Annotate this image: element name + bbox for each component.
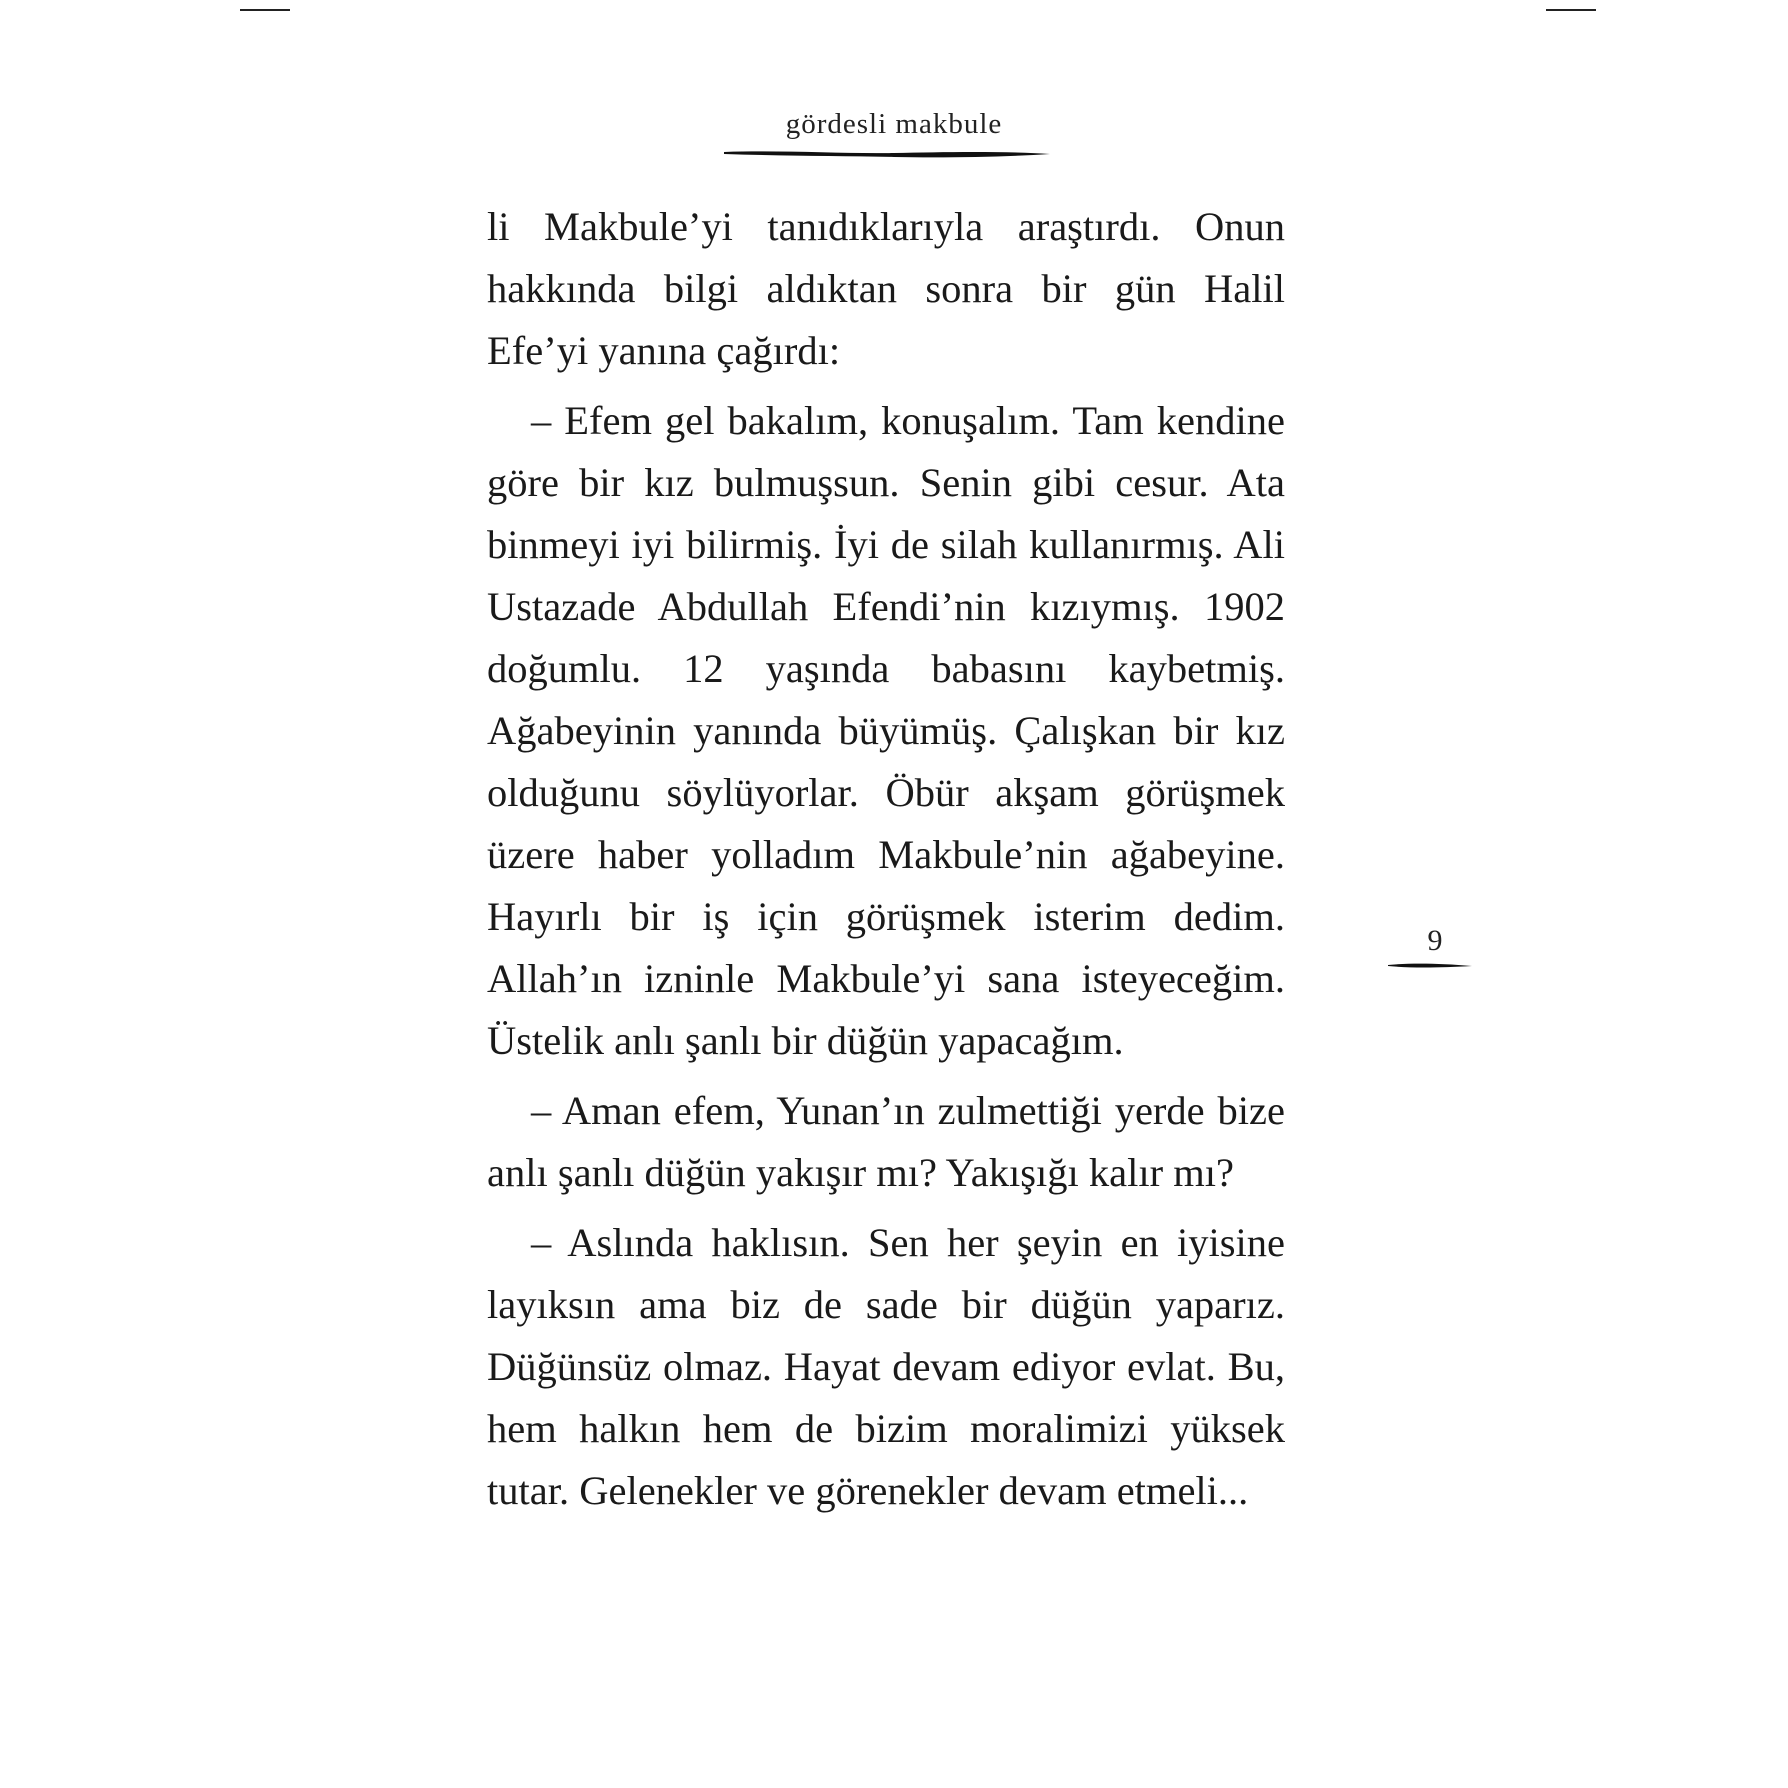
paragraph-4: – Aslında haklısın. Sen her şeyin en iyisine layıksın ama biz de sade bir düğün yaparız. Düğünsüz olmaz. Hayat devam ediyor evlat. Bu, hem halkın hem de bizim moralimizi yüksek tutar. Gelenekler ve görenekler devam etmeli... [487, 1220, 1285, 1513]
running-head: gördesli makbule [785, 108, 1003, 140]
body-text [487, 196, 1285, 1530]
crop-mark-right [1546, 9, 1596, 11]
page-number-brush-rule [1388, 960, 1472, 970]
running-head-brush-rule [724, 148, 1050, 160]
paragraph-3: – Aman efem, Yunan’ın zulmettiği yerde bize anlı şanlı düğün yakışır mı? Yakışığı kalır mı? [487, 1088, 1285, 1195]
paragraph-2: – Efem gel bakalım, konuşalım. Tam kendine göre bir kız bulmuşsun. Senin gibi cesur. Ata binmeyi iyi bilirmiş. İyi de silah kullanırmış. Ali Ustazade Abdullah Efendi’nin kızıymış. 1902 doğumlu. 12 yaşında babasını kaybetmiş. Ağabeyinin yanında büyümüş. Çalışkan bir kız olduğunu söylüyorlar. Öbür akşam görüşmek üzere haber yolladım Makbule’nin ağabeyine. Hayırlı bir iş için görüşmek isterim dedim. Allah’ın izninle Makbule’yi sana isteyeceğim. Üstelik anlı şanlı bir düğün yapacağım. [487, 398, 1285, 1063]
crop-mark-left [240, 9, 290, 11]
paragraph-1: li Makbule’yi tanıdıklarıyla araştırdı. Onun hakkında bilgi aldıktan sonra bir gün Halil Efe’yi yanına çağırdı: [487, 204, 1285, 373]
page-number: 9 [1427, 924, 1443, 957]
